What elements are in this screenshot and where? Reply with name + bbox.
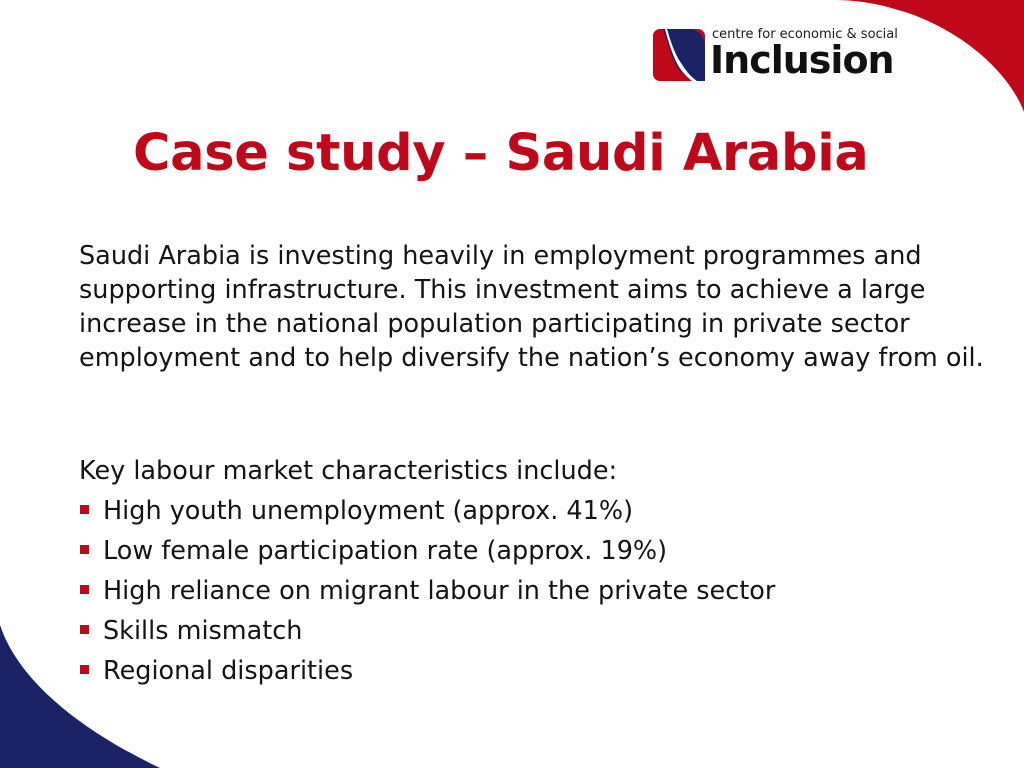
bullet-text: Regional disparities xyxy=(103,656,354,686)
bullet-item xyxy=(79,574,775,614)
bullet-item xyxy=(79,494,775,534)
logo-tagline: centre for economic & social xyxy=(712,27,898,42)
bullet-item xyxy=(79,614,775,654)
list-intro: Key labour market characteristics include: xyxy=(79,456,618,486)
bullet-text: High youth unemployment (approx. 41%) xyxy=(103,496,634,526)
bullet-text: Low female participation rate (approx. 19%) xyxy=(103,536,668,566)
bullet-text: Skills mismatch xyxy=(103,616,303,646)
bullet-marker-icon xyxy=(80,625,89,634)
bullet-marker-icon xyxy=(80,665,89,674)
bullet-item xyxy=(79,654,775,694)
bullet-text: High reliance on migrant labour in the private sector xyxy=(103,576,776,606)
logo-name: Inclusion xyxy=(710,38,894,82)
bullet-item xyxy=(79,534,775,574)
logo-mark-icon xyxy=(653,29,705,81)
bullet-marker-icon xyxy=(80,585,89,594)
slide-title: Case study – Saudi Arabia xyxy=(133,124,869,183)
bullet-marker-icon xyxy=(80,505,89,514)
logo xyxy=(653,26,903,86)
bullet-marker-icon xyxy=(80,545,89,554)
bullet-list xyxy=(79,494,775,694)
intro-paragraph: Saudi Arabia is investing heavily in employment programmes and supporting infrastructure. This investment aims to achieve a large increase in the national population participating in private sector employment and to help diversify the nation’s economy away from oil. xyxy=(79,241,984,373)
